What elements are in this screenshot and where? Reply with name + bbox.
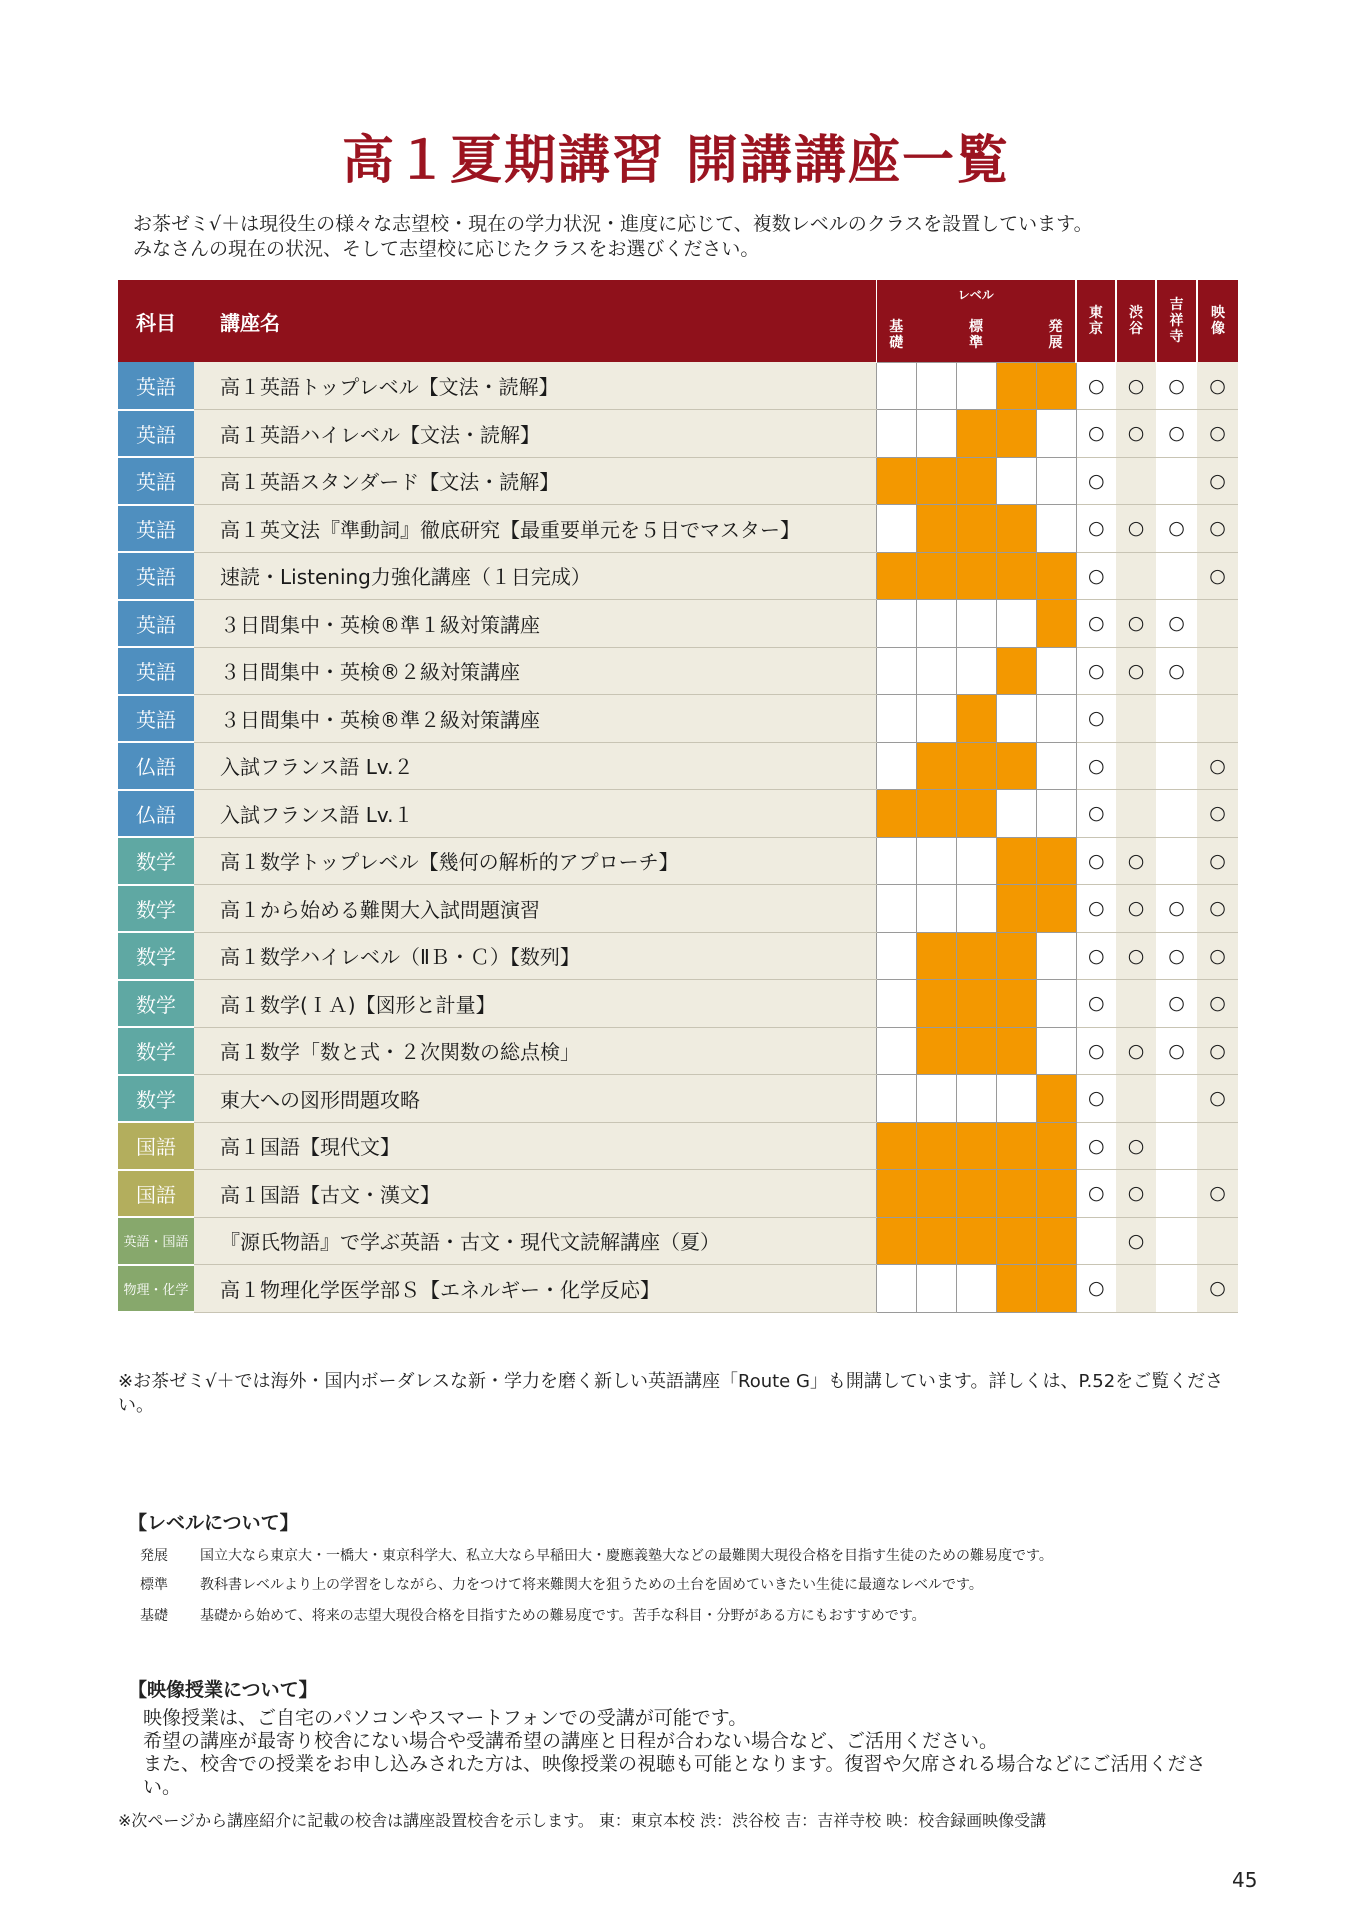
table-row [118,932,1238,980]
level-cell-off [876,1265,916,1313]
level-cell-off [1036,410,1076,458]
campus-mark-cell: ○ [1076,885,1116,933]
table-row [118,410,1238,458]
level-cell-on [956,742,996,790]
campus-mark-cell: ○ [1197,505,1238,553]
header-campus-shibuya: 渋 谷 [1116,280,1156,362]
table-row [118,1027,1238,1075]
subject-cell: 英語 [118,362,194,410]
level-cell-off [876,1075,916,1123]
level-cell-off [876,600,916,648]
campus-mark-cell: ○ [1116,362,1156,410]
campus-mark-cell: ○ [1197,1075,1238,1123]
course-name-cell: 高１国語【現代文】 [194,1122,876,1170]
campus-mark-cell: ○ [1197,410,1238,458]
level-cell-off [1036,742,1076,790]
table-row [118,885,1238,933]
video-line: また、校舎での授業をお申し込みされた方は、映像授業の視聴も可能となります。復習や欠席される場合などにご活用ください。 [143,1753,1206,1798]
table-row [118,790,1238,838]
level-cell-on [956,505,996,553]
level-cell-off [876,742,916,790]
subject-cell: 国語 [118,1122,194,1170]
campus-mark-cell: ○ [1197,457,1238,505]
level-cell-on [916,1217,956,1265]
subject-cell: 英語 [118,695,194,743]
table-row [118,457,1238,505]
table-row [118,505,1238,553]
campus-mark-cell: ○ [1116,1122,1156,1170]
level-cell-off [1036,980,1076,1028]
level-cell-off [956,362,996,410]
campus-mark-cell [1156,1122,1197,1170]
table-row [118,552,1238,600]
subject-cell: 英語 [118,457,194,505]
campus-mark-cell [1156,457,1197,505]
campus-mark-cell: ○ [1076,505,1116,553]
header-level-basic: 基 礎 [876,308,916,362]
level-cell-on [996,410,1036,458]
level-cell-on [916,1170,956,1218]
level-cell-off [1036,932,1076,980]
campus-mark-cell: ○ [1197,885,1238,933]
campus-mark-cell: ○ [1197,742,1238,790]
level-item-advanced [140,1545,1053,1565]
campus-mark-cell: ○ [1076,647,1116,695]
level-desc: 教科書レベルより上の学習をしながら、力をつけて将来難関大を狙うための土台を固めていきたい生徒に最適なレベルです。 [200,1577,983,1593]
level-cell-off [876,980,916,1028]
level-cell-off [916,885,956,933]
subject-cell: 仏語 [118,790,194,838]
table-row [118,980,1238,1028]
level-cell-on [1036,362,1076,410]
level-cell-on [996,1170,1036,1218]
video-line: 希望の講座が最寄り校舎にない場合や受講希望の講座と日程が合わない場合など、ご活用ください。 [143,1730,999,1752]
subject-cell: 英語 [118,600,194,648]
level-cell-off [1036,457,1076,505]
subject-cell: 数学 [118,837,194,885]
level-cell-on [876,1122,916,1170]
level-cell-off [996,600,1036,648]
course-name-cell: 高１数学(ＩＡ)【図形と計量】 [194,980,876,1028]
level-cell-off [876,1027,916,1075]
campus-mark-cell: ○ [1197,932,1238,980]
level-cell-on [876,457,916,505]
campus-mark-cell [1116,790,1156,838]
level-cell-off [1036,505,1076,553]
table-row [118,600,1238,648]
campus-mark-cell [1156,1075,1197,1123]
campus-mark-cell [1156,790,1197,838]
campus-mark-cell: ○ [1076,600,1116,648]
campus-mark-cell [1197,1217,1238,1265]
level-cell-off [876,695,916,743]
level-cell-on [916,505,956,553]
level-key: 標準 [140,1577,168,1593]
campus-mark-cell: ○ [1076,1027,1116,1075]
campus-mark-cell: ○ [1076,1170,1116,1218]
level-cell-on [956,695,996,743]
subject-cell: 数学 [118,932,194,980]
course-name-cell: 入試フランス語 Lv.２ [194,742,876,790]
campus-mark-cell: ○ [1156,980,1197,1028]
table-row [118,1217,1238,1265]
level-cell-on [956,1170,996,1218]
course-name-cell: 速読・Listening力強化講座（１日完成） [194,552,876,600]
campus-mark-cell [1116,457,1156,505]
level-cell-on [996,1122,1036,1170]
course-name-cell: 高１から始める難関大入試問題演習 [194,885,876,933]
course-name-cell: ３日間集中・英検®準２級対策講座 [194,695,876,743]
campus-mark-cell: ○ [1116,1217,1156,1265]
level-cell-off [956,837,996,885]
course-name-cell: 高１国語【古文・漢文】 [194,1170,876,1218]
campus-mark-cell: ○ [1076,457,1116,505]
page-number: 45 [1232,1868,1258,1892]
campus-mark-cell: ○ [1076,410,1116,458]
campus-mark-cell [1116,1075,1156,1123]
video-line: 映像授業は、ご自宅のパソコンやスマートフォンでの受講が可能です。 [143,1707,748,1729]
level-cell-off [876,647,916,695]
table-row [118,1075,1238,1123]
table-row [118,1122,1238,1170]
level-cell-off [916,1075,956,1123]
route-g-note: ※お茶ゼミ√＋では海外・国内ボーダレスな新・学力を磨く新しい英語講座「Route G」も開講しています。詳しくは、P.52をご覧ください。 [118,1371,1224,1416]
video-section-title: 【映像授業について】 [128,1679,318,1701]
level-cell-on [1036,600,1076,648]
campus-mark-cell: ○ [1197,837,1238,885]
level-cell-off [916,647,956,695]
level-cell-off [916,410,956,458]
campus-mark-cell [1156,837,1197,885]
intro-line: みなさんの現在の状況、そして志望校に応じたクラスをお選びください。 [133,238,760,260]
level-cell-off [916,1265,956,1313]
campus-mark-cell: ○ [1116,647,1156,695]
campus-mark-cell: ○ [1076,552,1116,600]
campus-mark-cell: ○ [1076,1122,1116,1170]
level-cell-off [916,362,956,410]
course-name-cell: 入試フランス語 Lv.１ [194,790,876,838]
course-name-cell: 『源氏物語』で学ぶ英語・古文・現代文読解講座（夏） [194,1217,876,1265]
level-cell-on [996,837,1036,885]
level-cell-off [956,885,996,933]
level-cell-off [876,932,916,980]
level-desc: 国立大なら東京大・一橋大・東京科学大、私立大なら早稲田大・慶應義塾大などの最難関大現役合格を目指す生徒のための難易度です。 [200,1548,1053,1564]
campus-mark-cell: ○ [1076,695,1116,743]
campus-mark-cell: ○ [1156,885,1197,933]
campus-mark-cell: ○ [1116,932,1156,980]
level-cell-on [916,552,956,600]
campus-mark-cell: ○ [1076,932,1116,980]
level-cell-on [956,790,996,838]
level-key: 基礎 [140,1608,168,1624]
header-level-spacer [996,308,1036,362]
intro-text [133,212,1093,262]
page-title: 高１夏期講習 開講講座一覧 [341,131,1011,191]
campus-mark-cell: ○ [1156,1027,1197,1075]
header-course: 講座名 [194,280,876,362]
level-cell-off [956,647,996,695]
subject-cell: 英語 [118,647,194,695]
campus-mark-cell [1116,980,1156,1028]
campus-mark-cell [1116,742,1156,790]
level-cell-off [916,600,956,648]
level-cell-on [916,932,956,980]
campus-mark-cell [1197,600,1238,648]
level-cell-off [1036,1027,1076,1075]
level-cell-on [996,647,1036,695]
subject-cell: 英語 [118,410,194,458]
subject-cell: 数学 [118,1027,194,1075]
course-name-cell: 高１英語スタンダード【文法・読解】 [194,457,876,505]
level-cell-on [1036,885,1076,933]
level-cell-off [916,837,956,885]
campus-mark-cell: ○ [1156,647,1197,695]
course-name-cell: 高１数学ハイレベル（ⅡＢ・Ｃ）【数列】 [194,932,876,980]
level-cell-on [996,1265,1036,1313]
campus-mark-cell: ○ [1197,552,1238,600]
campus-mark-cell: ○ [1116,600,1156,648]
course-name-cell: 高１英文法『準動詞』徹底研究【最重要単元を５日でマスター】 [194,505,876,553]
level-item-standard [140,1574,983,1594]
level-cell-on [996,980,1036,1028]
header-campus-tokyo: 東 京 [1076,280,1116,362]
level-cell-off [996,457,1036,505]
campus-mark-cell: ○ [1156,505,1197,553]
level-cell-on [956,980,996,1028]
subject-cell: 英語 [118,505,194,553]
campus-mark-cell: ○ [1116,505,1156,553]
campus-mark-cell: ○ [1116,885,1156,933]
level-cell-off [876,505,916,553]
campus-mark-cell: ○ [1076,790,1116,838]
level-cell-on [956,410,996,458]
campus-mark-cell: ○ [1197,1027,1238,1075]
level-section-title: 【レベルについて】 [128,1512,299,1534]
level-cell-on [916,1122,956,1170]
level-cell-off [956,600,996,648]
campus-mark-cell: ○ [1116,1170,1156,1218]
header-level-standard: 標 準 [956,308,996,362]
level-cell-on [996,742,1036,790]
campus-mark-cell: ○ [1116,837,1156,885]
course-name-cell: ３日間集中・英検®準１級対策講座 [194,600,876,648]
level-cell-on [1036,1075,1076,1123]
campus-mark-cell [1116,695,1156,743]
subject-cell: 物理・化学 [118,1265,194,1313]
level-cell-on [996,362,1036,410]
campus-mark-cell: ○ [1197,980,1238,1028]
campus-mark-cell: ○ [1197,362,1238,410]
table-row [118,695,1238,743]
subject-cell: 国語 [118,1170,194,1218]
level-cell-on [996,885,1036,933]
course-name-cell: 高１物理化学医学部Ｓ【エネルギー・化学反応】 [194,1265,876,1313]
level-cell-on [876,790,916,838]
level-cell-on [956,552,996,600]
campus-mark-cell: ○ [1156,410,1197,458]
header-campus-video: 映 像 [1197,280,1238,362]
campus-mark-cell: ○ [1116,410,1156,458]
table-row [118,1170,1238,1218]
level-cell-off [876,885,916,933]
campus-mark-cell: ○ [1197,790,1238,838]
level-cell-off [956,1075,996,1123]
campus-mark-cell [1197,695,1238,743]
course-name-cell: 高１数学「数と式・２次関数の総点検」 [194,1027,876,1075]
campus-mark-cell [1116,1265,1156,1313]
header-level-spacer [916,308,956,362]
level-item-basic [140,1605,926,1625]
campus-mark-cell: ○ [1076,837,1116,885]
subject-cell: 数学 [118,885,194,933]
level-cell-on [956,932,996,980]
subject-cell: 数学 [118,1075,194,1123]
course-name-cell: 東大への図形問題攻略 [194,1075,876,1123]
video-section-text [143,1707,1223,1799]
level-cell-on [1036,1170,1076,1218]
campus-mark-cell [1197,1122,1238,1170]
table-row [118,1265,1238,1313]
table-row [118,647,1238,695]
level-key: 発展 [140,1548,168,1564]
campus-mark-cell [1156,695,1197,743]
campus-mark-cell [1197,647,1238,695]
level-cell-off [996,1075,1036,1123]
level-desc: 基礎から始めて、将来の志望大現役合格を目指すための難易度です。苦手な科目・分野がある方にもおすすめです。 [200,1608,926,1624]
level-cell-off [916,695,956,743]
campus-mark-cell: ○ [1156,362,1197,410]
level-cell-on [956,1217,996,1265]
level-cell-on [916,790,956,838]
level-cell-on [996,1217,1036,1265]
level-cell-on [876,1217,916,1265]
course-name-cell: ３日間集中・英検®２級対策講座 [194,647,876,695]
level-cell-on [956,1122,996,1170]
header-campus-kichijoji: 吉 祥 寺 [1156,280,1197,362]
level-cell-on [996,932,1036,980]
course-table-body [118,362,1238,1312]
campus-mark-cell: ○ [1116,1027,1156,1075]
level-cell-on [1036,552,1076,600]
course-name-cell: 高１英語ハイレベル【文法・読解】 [194,410,876,458]
campus-mark-cell: ○ [1156,600,1197,648]
header-level-group: レベル [876,280,1076,308]
subject-cell: 英語 [118,552,194,600]
level-cell-on [876,552,916,600]
level-cell-off [876,362,916,410]
level-cell-off [1036,695,1076,743]
level-cell-on [916,980,956,1028]
header-subject: 科目 [118,280,194,362]
campus-mark-cell: ○ [1197,1265,1238,1313]
level-cell-off [876,410,916,458]
level-cell-on [876,1170,916,1218]
level-cell-on [916,457,956,505]
level-cell-off [1036,790,1076,838]
course-name-cell: 高１英語トップレベル【文法・読解】 [194,362,876,410]
level-cell-on [956,457,996,505]
level-cell-on [916,742,956,790]
campus-mark-cell: ○ [1076,1075,1116,1123]
level-cell-off [996,790,1036,838]
campus-mark-cell [1116,552,1156,600]
campus-mark-cell [1156,1265,1197,1313]
campus-mark-cell [1156,552,1197,600]
level-cell-on [916,1027,956,1075]
campus-mark-cell: ○ [1076,362,1116,410]
course-name-cell: 高１数学トップレベル【幾何の解析的アプローチ】 [194,837,876,885]
subject-cell: 仏語 [118,742,194,790]
campus-mark-cell: ○ [1076,742,1116,790]
subject-cell: 英語・国語 [118,1217,194,1265]
intro-line: お茶ゼミ√＋は現役生の様々な志望校・現在の学力状況・進度に応じて、複数レベルのクラスを設置しています。 [133,213,1093,235]
campus-mark-cell: ○ [1156,932,1197,980]
level-cell-on [996,505,1036,553]
campus-mark-cell [1156,1217,1197,1265]
level-cell-on [996,1027,1036,1075]
level-cell-on [996,552,1036,600]
level-cell-on [1036,1122,1076,1170]
subject-cell: 数学 [118,980,194,1028]
campus-mark-cell [1076,1217,1116,1265]
campus-mark-cell: ○ [1197,1170,1238,1218]
table-row [118,362,1238,410]
level-cell-off [956,1265,996,1313]
level-cell-on [956,1027,996,1075]
campus-mark-cell: ○ [1076,980,1116,1028]
table-row [118,837,1238,885]
header-level-advanced: 発 展 [1036,308,1076,362]
level-cell-on [1036,837,1076,885]
campus-mark-cell [1156,1170,1197,1218]
course-table [118,280,1238,1313]
level-cell-off [996,695,1036,743]
level-cell-off [1036,647,1076,695]
level-cell-off [876,837,916,885]
table-row [118,742,1238,790]
campus-footnote: ※次ページから講座紹介に記載の校舎は講座設置校舎を示します。 東：東京本校 渋：渋谷校 吉：吉祥寺校 映：校舎録画映像受講 [118,1811,1047,1830]
campus-mark-cell: ○ [1076,1265,1116,1313]
level-cell-on [1036,1217,1076,1265]
campus-mark-cell [1156,742,1197,790]
level-cell-on [1036,1265,1076,1313]
